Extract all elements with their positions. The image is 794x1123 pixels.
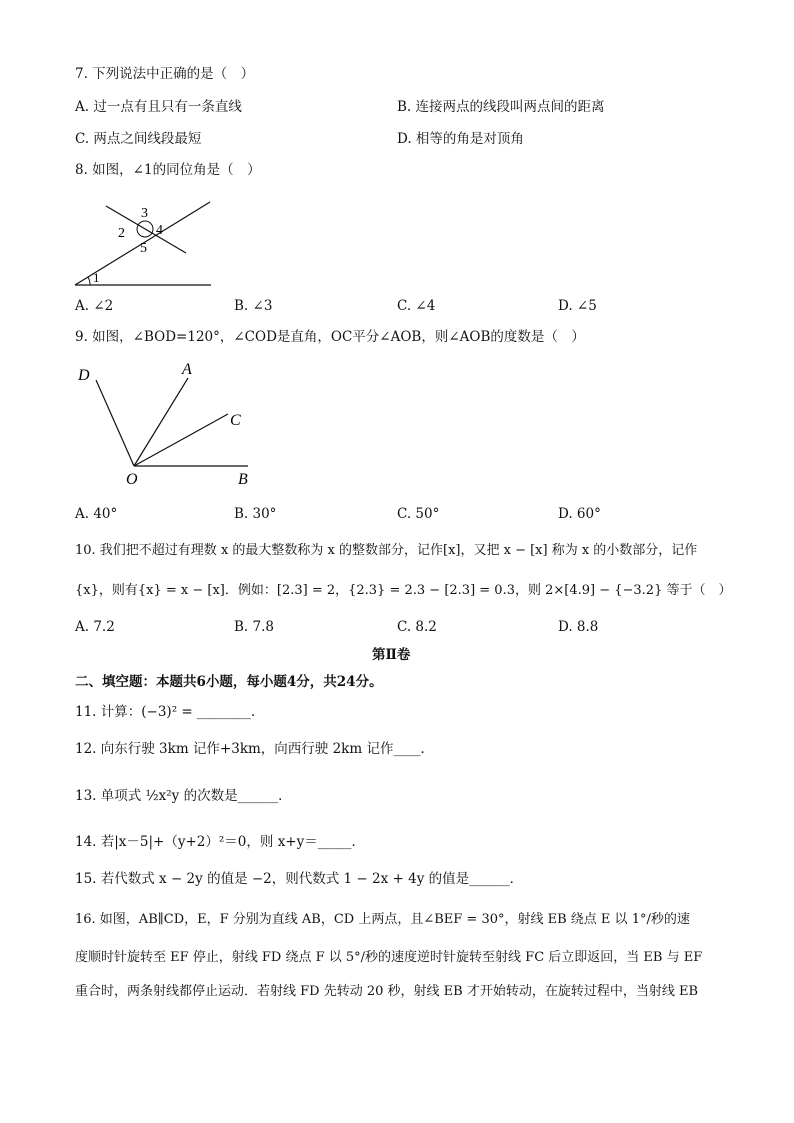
q9-option-b: B. 30° <box>234 506 277 522</box>
q9-label-c: C <box>230 412 241 429</box>
q8-figure <box>70 196 220 292</box>
q8-label-2: 2 <box>118 226 125 241</box>
q9-option-d: D. 60° <box>558 506 601 522</box>
q10-line-1: 10. 我们把不超过有理数 x 的最大整数称为 x 的整数部分，记作[x]，又把 x − [x] 称为 x 的小数部分，记作 <box>75 543 698 558</box>
q8-option-d: D. ∠5 <box>558 298 597 314</box>
q16-line-3: 重合时，两条射线都停止运动．若射线 FD 先转动 20 秒，射线 EB 才开始转动，在旋转过程中，当射线 EB <box>75 984 698 999</box>
section-two-heading: 二、填空题：本题共6小题，每小题4分，共24分。 <box>75 674 383 690</box>
q8-stem: 8. 如图，∠1的同位角是（ ） <box>75 162 261 178</box>
q9-label-b: B <box>238 471 248 488</box>
q15: 15. 若代数式 x − 2y 的值是 −2，则代数式 1 − 2x + 4y 的值是______． <box>75 871 524 887</box>
q7-option-b: B. 连接两点的线段叫两点间的距离 <box>397 99 605 115</box>
q7-option-d: D. 相等的角是对顶角 <box>397 131 524 147</box>
q9-option-a: A. 40° <box>75 506 118 522</box>
q8-label-1: 1 <box>93 270 100 285</box>
q7-stem: 7. 下列说法中正确的是（ ） <box>75 66 255 82</box>
q8-label-5: 5 <box>140 241 147 256</box>
q9-ray-oa <box>134 378 188 466</box>
q12: 12. 向东行驶 3km 记作+3km，向西行驶 2km 记作____． <box>75 741 434 757</box>
q13: 13. 单项式 ½x²y 的次数是______． <box>75 788 292 804</box>
q9-label-d: D <box>78 367 90 384</box>
q14: 14. 若|x－5|+（y+2）²＝0，则 x+y＝_____． <box>75 834 365 850</box>
q10-option-a: A. 7.2 <box>75 619 115 635</box>
q8-angle-arc <box>88 277 90 285</box>
q9-label-o: O <box>126 471 138 488</box>
q9-ray-od <box>96 380 134 466</box>
q8-option-a: A. ∠2 <box>75 298 114 314</box>
q8-label-3: 3 <box>141 206 148 221</box>
q10-option-d: D. 8.8 <box>558 619 599 635</box>
q16-line-1: 16. 如图，AB∥CD，E，F 分别为直线 AB，CD 上两点，且∠BEF = 30°，射线 EB 绕点 E 以 1°/秒的速 <box>75 912 690 927</box>
q8-label-4: 4 <box>156 223 163 238</box>
q11: 11. 计算：(−3)² = ________． <box>75 704 265 720</box>
q10-option-b: B. 7.8 <box>234 619 274 635</box>
q9-ray-oc <box>134 414 228 466</box>
q16-line-2: 度顺时针旋转至 EF 停止，射线 FD 绕点 F 以 5°/秒的速度逆时针旋转至射线 FC 后立即返回，当 EB 与 EF <box>75 950 703 965</box>
q10-line-2: {x}，则有{x} = x − [x]．例如：[2.3] = 2，{2.3} = 2.3 − [2.3] = 0.3，则 2×[4.9] − {−3.2} 等于（ ） <box>75 583 732 598</box>
q9-figure <box>72 358 262 490</box>
q9-option-c: C. 50° <box>397 506 440 522</box>
q8-option-c: C. ∠4 <box>397 298 436 314</box>
q8-option-b: B. ∠3 <box>234 298 273 314</box>
q9-stem: 9. 如图，∠BOD=120°，∠COD是直角，OC平分∠AOB，则∠AOB的度数是（ ） <box>75 329 585 345</box>
part-two-title: 第Ⅱ卷 <box>372 647 411 663</box>
q10-option-c: C. 8.2 <box>397 619 437 635</box>
q7-option-a: A. 过一点有且只有一条直线 <box>75 99 242 115</box>
q9-label-a: A <box>182 361 192 378</box>
q7-option-c: C. 两点之间线段最短 <box>75 131 202 147</box>
